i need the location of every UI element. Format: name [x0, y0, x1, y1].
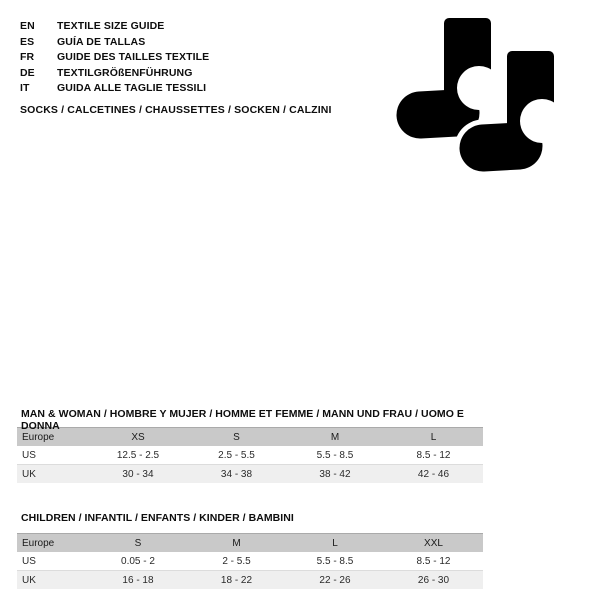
language-code: DE	[20, 66, 35, 79]
column-header-size: XXL	[424, 537, 443, 549]
man-woman-size-table	[17, 427, 483, 483]
size-value: 5.5 - 8.5	[316, 555, 354, 567]
language-label: GUIDE DES TAILLES TEXTILE	[57, 51, 210, 63]
column-header-size: M	[330, 431, 340, 443]
language-row-es	[20, 35, 209, 51]
socks-icon	[393, 16, 563, 178]
size-value: 42 - 46	[417, 468, 450, 480]
row-label: US	[22, 555, 36, 567]
column-header-size: XS	[131, 431, 145, 443]
children-size-table	[17, 533, 483, 589]
row-label: US	[22, 449, 36, 461]
table-row-us	[17, 552, 483, 571]
size-value: 12.5 - 2.5	[116, 449, 160, 461]
table-header-row	[17, 428, 483, 447]
column-header-region: Europe	[22, 431, 55, 443]
language-label: TEXTILGRÖßENFÜHRUNG	[57, 66, 193, 79]
row-label: UK	[22, 468, 36, 480]
size-value: 5.5 - 8.5	[316, 449, 354, 461]
size-value: 8.5 - 12	[416, 449, 451, 461]
size-value: 34 - 38	[220, 468, 253, 480]
product-category-line: SOCKS / CALCETINES / CHAUSSETTES / SOCKEN / CALZINI	[20, 104, 332, 116]
sock-back	[420, 18, 501, 115]
size-value: 2.5 - 5.5	[218, 449, 255, 461]
language-row-fr	[20, 50, 209, 66]
column-header-size: S	[233, 431, 240, 443]
size-value: 22 - 26	[319, 574, 351, 586]
column-header-size: M	[232, 537, 241, 549]
man-woman-size-section	[17, 408, 483, 483]
language-code: ES	[20, 35, 35, 48]
row-label: UK	[22, 574, 36, 586]
size-value: 38 - 42	[319, 468, 351, 480]
children-size-section	[17, 512, 483, 589]
language-label: GUIDA ALLE TAGLIE TESSILI	[57, 82, 207, 94]
size-value: 0.05 - 2	[121, 555, 155, 567]
language-code: EN	[20, 20, 35, 32]
size-value: 8.5 - 12	[416, 555, 451, 567]
language-row-it	[20, 81, 209, 97]
language-row-de	[20, 66, 209, 82]
language-row-en	[20, 19, 209, 35]
size-value: 2 - 5.5	[222, 555, 251, 567]
language-code: IT	[20, 82, 30, 94]
table-row-us	[17, 446, 483, 465]
language-list	[20, 19, 209, 97]
language-code: FR	[20, 51, 35, 63]
column-header-size: L	[332, 537, 338, 549]
size-value: 16 - 18	[122, 574, 154, 586]
language-label: GUÍA DE TALLAS	[57, 35, 146, 48]
language-label: TEXTILE SIZE GUIDE	[57, 20, 165, 32]
column-header-size: S	[134, 537, 142, 549]
table-header-row	[17, 534, 483, 553]
table-row-uk	[17, 571, 483, 590]
size-value: 30 - 34	[122, 468, 154, 480]
table-row-uk	[17, 465, 483, 484]
man-woman-table-title: MAN & WOMAN / HOMBRE Y MUJER / HOMME ET FEMME / MANN UND FRAU / UOMO E DONNA	[21, 408, 464, 432]
column-header-region: Europe	[22, 537, 55, 549]
size-value: 26 - 30	[417, 574, 450, 586]
column-header-size: L	[430, 431, 437, 443]
children-table-title: CHILDREN / INFANTIL / ENFANTS / KINDER / BAMBINI	[21, 512, 294, 524]
size-value: 18 - 22	[220, 574, 253, 586]
